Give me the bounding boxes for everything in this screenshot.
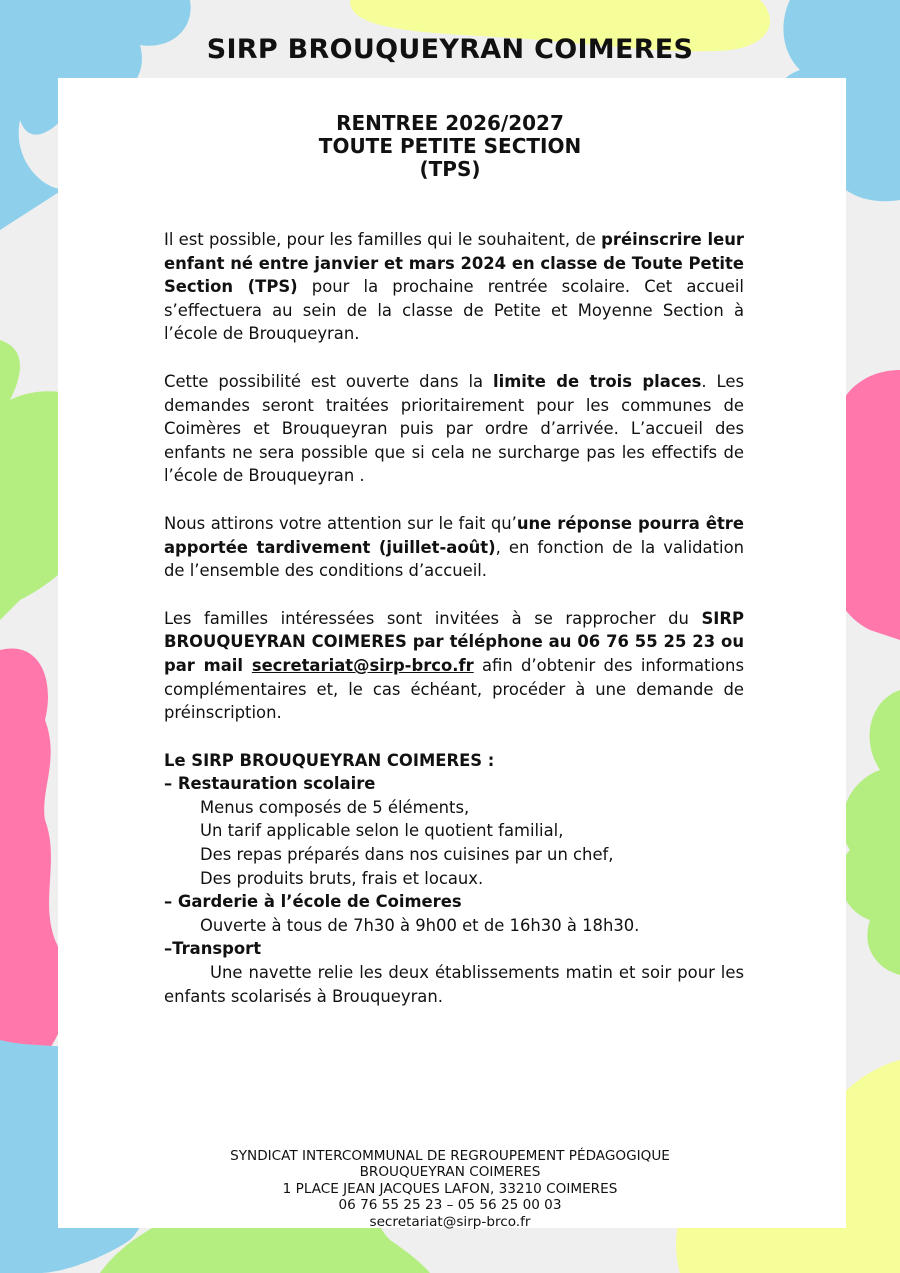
email-link[interactable]: secretariat@sirp-brco.fr (251, 655, 474, 675)
paragraph-1: Il est possible, pour les familles qui le souhaitent, de préinscrire leur enfant né entre janvier et mars 2024 en classe de Toute Petite Section (TPS) pour la prochaine rentrée scolaire. Cet accueil s’effectuera au sein de la classe de Petite et Moyenne Section à l’école de Brouqueyran. (164, 230, 744, 344)
services-section (164, 749, 744, 1009)
services-intro: Le SIRP BROUQUEYRAN COIMERES : (164, 750, 495, 770)
blob-pink-left (0, 648, 67, 1070)
footer-line-2: BROUQUEYRAN COIMERES (359, 1164, 541, 1181)
paragraph-2: Cette possibilité est ouverte dans la limite de trois places. Les demandes seront traitées prioritairement pour les communes de Coimères et Brouqueyran puis par ordre d’arrivée. L’accueil des enfants ne sera possible que si cela ne surcharge pas les effectifs de l’école de Brouqueyran . (164, 371, 744, 486)
paragraph-3: Nous attirons votre attention sur le fait qu’une réponse pourra être apportée tardivement (juillet-août), en fonction de la validation de l’ensemble des conditions d’accueil. (164, 513, 744, 581)
restauration-line: Des produits bruts, frais et locaux. (200, 868, 484, 888)
restauration-line: Menus composés de 5 éléments, (200, 797, 470, 817)
garderie-line: Ouverte à tous de 7h30 à 9h00 et de 16h30 à 18h30. (200, 915, 640, 935)
document-body (164, 228, 744, 1008)
page-title: SIRP BROUQUEYRAN COIMERES (206, 34, 694, 65)
footer-line-4: 06 76 55 25 23 – 05 56 25 00 03 (338, 1197, 562, 1214)
section-heading (0, 112, 900, 181)
footer-line-3: 1 PLACE JEAN JACQUES LAFON, 33210 COIMERES (282, 1180, 618, 1197)
garderie-title: – Garderie à l’école de Coimeres (164, 892, 462, 912)
transport-line: Une navette relie les deux établissements matin et soir pour les enfants scolarisés à Brouqueyran. (164, 963, 744, 1006)
restauration-line: Un tarif applicable selon le quotient familial, (200, 821, 564, 841)
blob-green-right (840, 690, 900, 975)
transport-title: –Transport (164, 939, 262, 959)
footer-line-1: SYNDICAT INTERCOMMUNAL DE REGROUPEMENT PÉDAGOGIQUE (230, 1148, 670, 1164)
footer (0, 1148, 900, 1230)
footer-email[interactable]: secretariat@sirp-brco.fr (369, 1213, 531, 1230)
paragraph-4: Les familles intéressées sont invitées à se rapprocher du SIRP BROUQUEYRAN COIMERES par téléphone au 06 76 55 25 23 ou par mail secretariat@sirp-brco.fr afin d’obtenir des informations complémentaires et, le cas échéant, procéder à une demande de préinscription. (164, 608, 744, 723)
heading-line-1: RENTREE 2026/2027 (336, 111, 564, 135)
restauration-line: Des repas préparés dans nos cuisines par un chef, (200, 845, 614, 865)
heading-line-2: TOUTE PETITE SECTION (318, 134, 582, 158)
restauration-title: – Restauration scolaire (164, 774, 376, 794)
heading-line-3: (TPS) (419, 157, 481, 181)
